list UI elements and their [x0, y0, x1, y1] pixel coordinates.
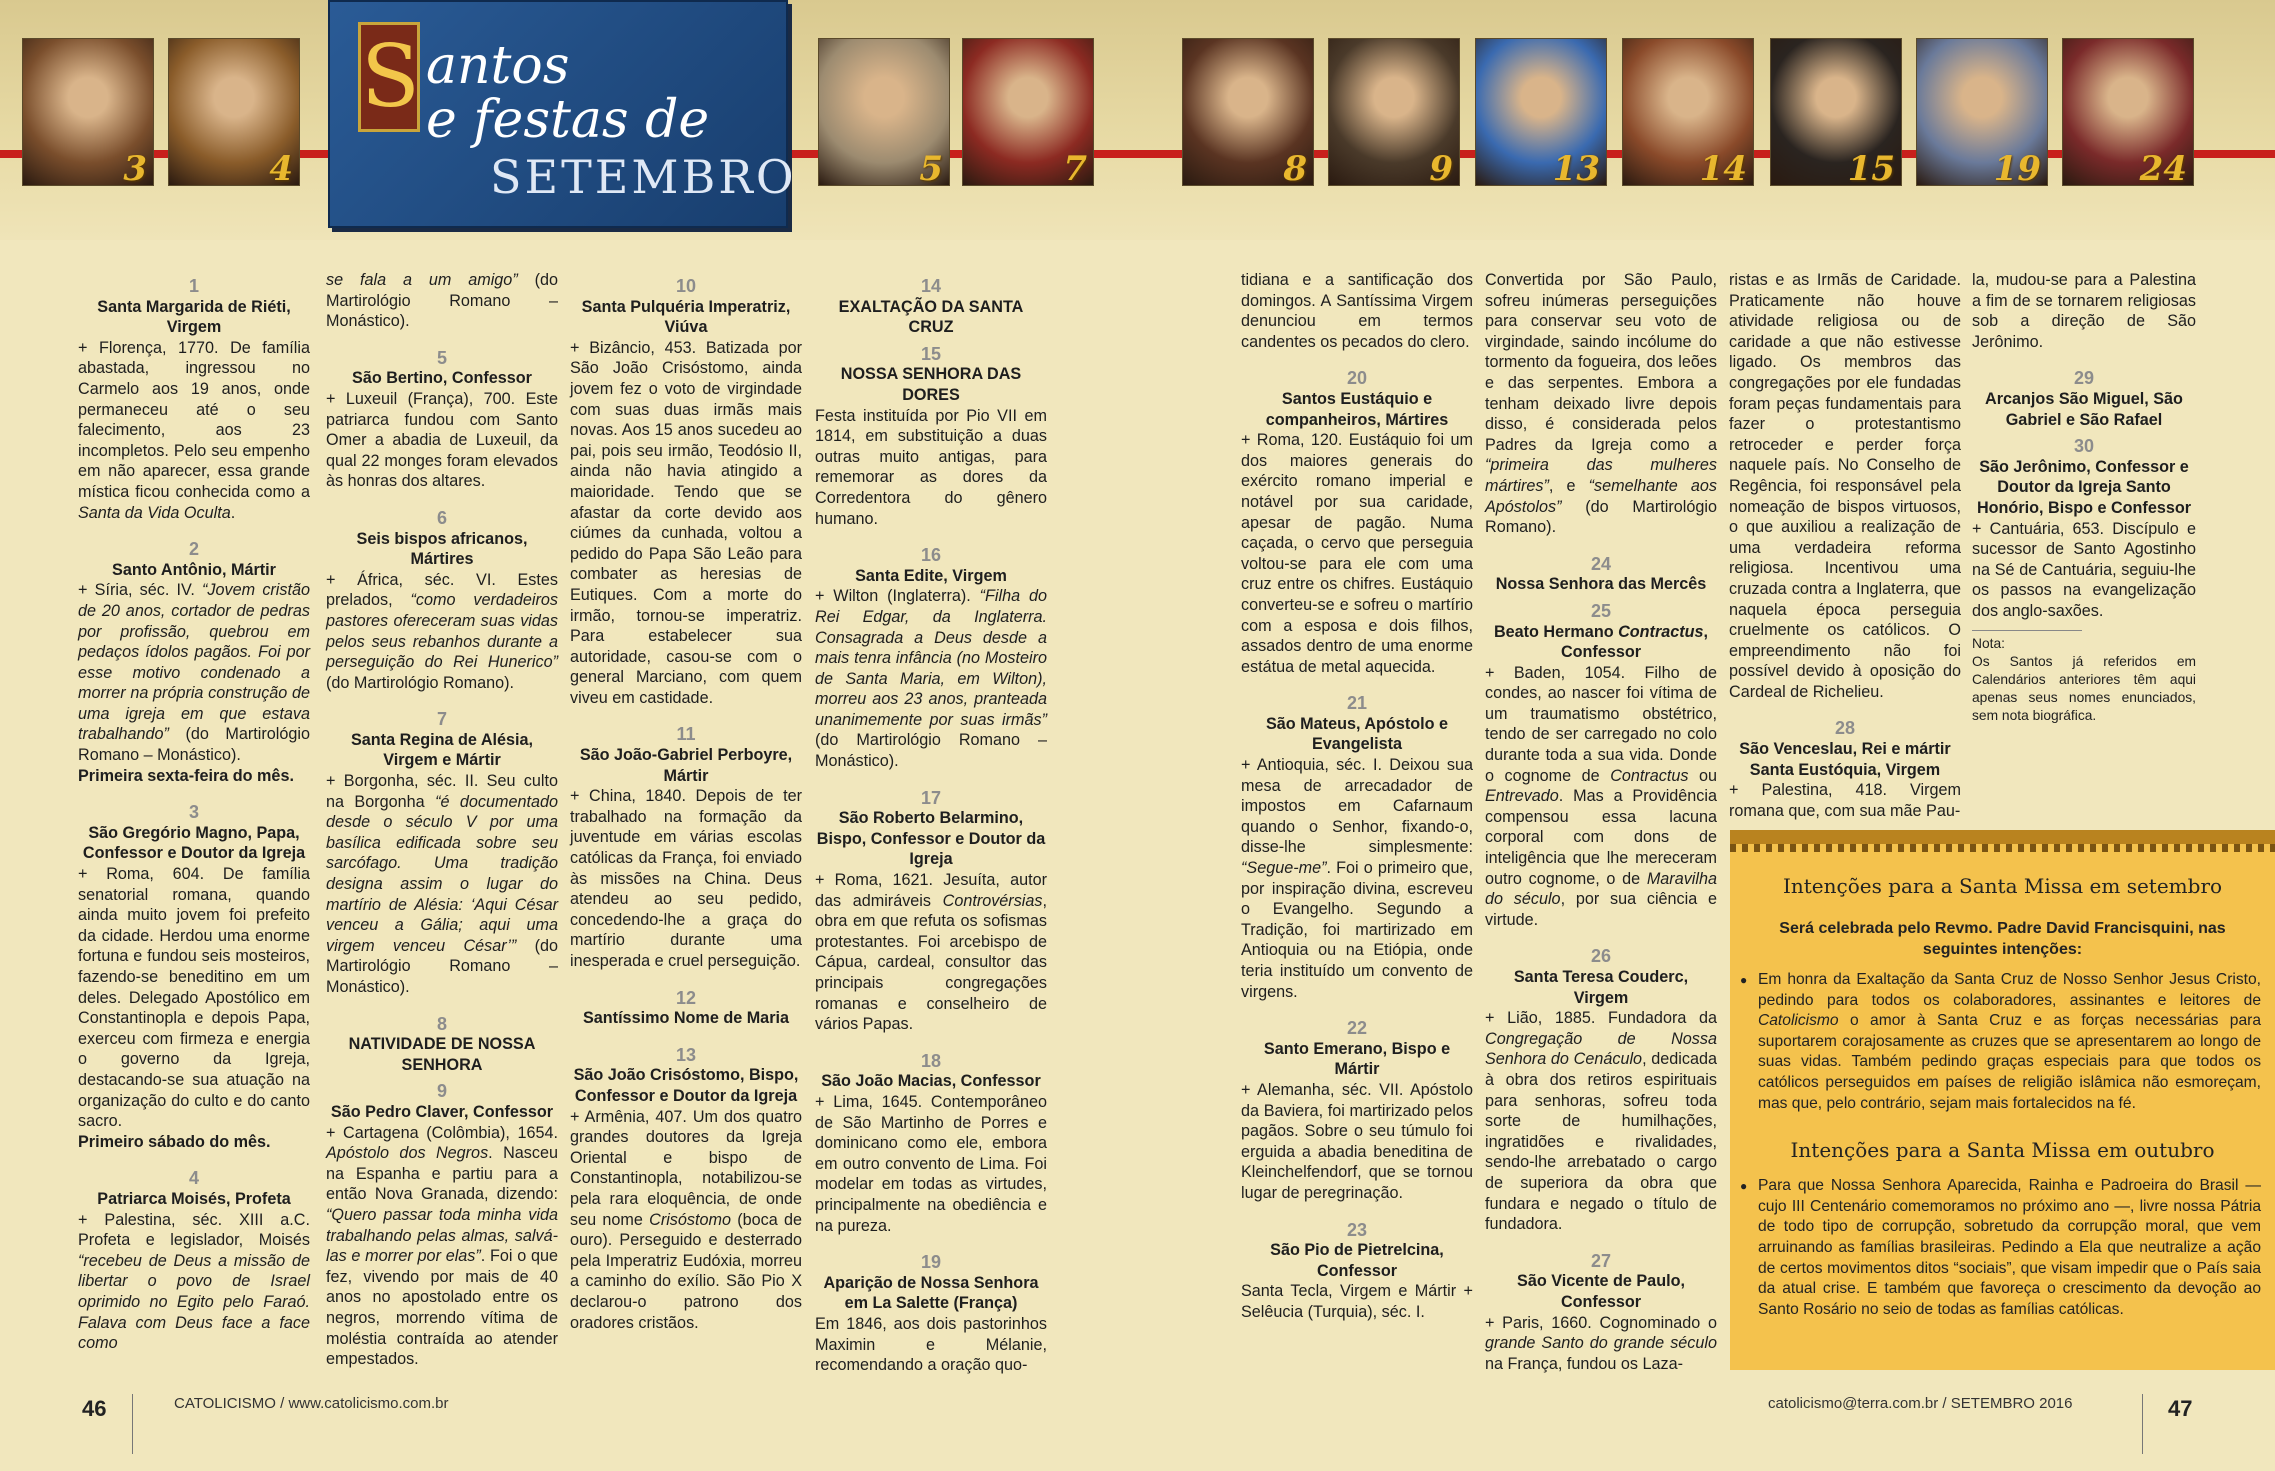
column-5 [1241, 270, 1473, 1323]
day-number: 14 [920, 276, 942, 296]
mercedes-image [2062, 38, 2194, 186]
saint-text: tidiana e a santificação dos domingos. A Santíssima Virgem denunciou em termos candentes os pecados do clero. [1241, 271, 1473, 351]
saint-heading: Arcanjos São Miguel, São Gabriel e São Rafael [1985, 389, 2183, 429]
saint-heading: Santo Antônio, Mártir [112, 560, 276, 579]
saint-heading: Santíssimo Nome de Maria [582, 1009, 789, 1028]
cross-image [1622, 38, 1754, 186]
icon-image [1475, 38, 1607, 186]
thumbnail-day-number: 13 [1552, 149, 1600, 186]
decorative-strip [1730, 844, 2275, 852]
statue-image [818, 38, 950, 186]
day-number: 12 [675, 987, 697, 1008]
saint-heading: São Roberto Belarmino, Bispo, Confessor e Doutor da Igreja [816, 809, 1046, 869]
saint-heading: São João-Gabriel Perboyre, Mártir [579, 746, 793, 785]
saint-text: + Wilton (Inglaterra). “Filha do Rei Edgar, da Inglaterra. Consagrada a Deus desde a mais tenra infância (no Mosteiro de Santa Maria, em Wilton), morreu aos 23 anos, pranteada unanimemente por suas irmãs” (do Martirológio Romano – Monástico). [815, 587, 1047, 771]
saint-text: + Antioquia, séc. I. Deixou sua mesa de arrecadador de impostos em Cafarnaum quando o Senhor, fixando-o, disse-lhe simplesmente: “Segue-me”. Foi o primeiro que, por inspiração divina, escreveu o Evangelho. Segundo a Tradição, foi martirizado em Antioquia ou na Etiópia, onde teria instituído um convento de virgens. [1241, 756, 1473, 1001]
column-4 [815, 270, 1047, 1376]
first-friday: Primeira sexta-feira do mês. [78, 766, 294, 785]
title-line-3: SETEMBRO [490, 150, 797, 204]
day-number: 10 [675, 276, 697, 296]
day-number: 11 [676, 724, 696, 745]
box-title-october: Intenções para a Santa Missa em outubro [1790, 1138, 2215, 1163]
note-label: Nota: [1972, 635, 2005, 651]
saint-text: Festa instituída por Pio VII em 1814, em substituição a duas outras muito antigas, para rememorar as dores da Corredentora do gênero humano. [815, 406, 1047, 528]
saint-heading: São Bertino, Confessor [352, 369, 532, 388]
saint-text: + Roma, 1621. Jesuíta, autor das admiráveis Controvérsias, obra em que refuta os sofismas protestantes. Foi arcebispo de Cápua, cardeal, consultor das principais congregações romanas e conselheiro de vários Papas. [815, 871, 1047, 1034]
day-number: 24 [1590, 553, 1612, 574]
saint-text: + Cantuária, 653. Discípulo e sucessor de Santo Agostinho na Sé de Cantuária, seguiu-lhe os passos na evangelização dos anglo-saxões. [1972, 519, 2196, 620]
thumbnail-day-number: 3 [123, 149, 147, 186]
note-divider [1972, 630, 2082, 631]
box-title-september: Intenções para a Santa Missa em setembro [1782, 874, 2223, 898]
day-number: 8 [436, 1013, 447, 1034]
saint-heading: São Pio de Pietrelcina, Confessor [1270, 1241, 1444, 1280]
footer-divider [2142, 1394, 2143, 1454]
day-number: 26 [1590, 946, 1612, 967]
footer-left-text: CATOLICISMO / www.catolicismo.com.br [174, 1395, 449, 1412]
moses-image [168, 38, 300, 186]
day-number: 28 [1834, 718, 1856, 739]
title-line-1: antos [426, 36, 570, 96]
saint-text: la, mudou-se para a Palestina a fim de se tornarem religiosas sob a direção de São Jerônimo. [1972, 271, 2196, 351]
mass-intentions-box [1730, 830, 2275, 1370]
day-number: 6 [436, 507, 447, 528]
saint-heading: Santa Margarida de Riéti, Virgem [97, 297, 291, 337]
saint-text: + Roma, 604. De família senatorial romana, quando ainda muito jovem foi prefeito da cidade. Herdou uma enorme fortuna e fundou seis mosteiros, fazendo-se beneditino em um deles. Delegado Apostólico em Constantinopla e depois Papa, exerceu com firmeza e energia o governo da Igreja, destacando-se sua atuação na organização do culto e do canto sacro. [78, 865, 310, 1131]
day-number: 22 [1346, 1018, 1368, 1039]
footer-divider [132, 1394, 133, 1454]
saint-heading: São Gregório Magno, Papa, Confessor e Doutor da Igreja [82, 823, 306, 863]
day-number: 21 [1346, 693, 1368, 714]
day-number: 20 [1346, 368, 1368, 389]
saint-text: se fala a um amigo” (do Martirológio Romano – Monástico). [326, 271, 558, 331]
saint-text: Em 1846, aos dois pastorinhos Maximin e Mélanie, recomendando a oração quo- [815, 1314, 1047, 1375]
saint-text: + Borgonha, séc. II. Seu culto na Borgonha “é documentado desde o século V por uma basílica edificada sobre seu sarcófago. Uma tradição designa assim o lugar do martírio de Alésia: ‘Aqui César venceu a Gália; aqui uma virgem venceu César’” (do Martirológio Romano – Monástico). [326, 772, 558, 996]
saint-text: Convertida por São Paulo, sofreu inúmeras perseguições para conservar seu voto de virgindade, saindo incólume do tormento da fogueira, dos leões e das serpentes. Embora a tenham deixado livre depois disso, é considerada pelos Padres da Igreja como a “primeira das mulheres mártires”, e “semelhante aos Apóstolos” (do Martirológio Romano). [1485, 271, 1717, 537]
footer-right-text: catolicismo@terra.com.br / SETEMBRO 2016 [1768, 1395, 2073, 1412]
saint-heading: NATIVIDADE DE NOSSA SENHORA [348, 1035, 536, 1074]
column-3 [570, 270, 802, 1333]
priest-image [1328, 38, 1460, 186]
saint-heading: Aparição de Nossa Senhora em La Salette (França) [823, 1273, 1039, 1313]
pope-image [22, 38, 154, 186]
thumbnail-day-number: 9 [1429, 149, 1453, 186]
intention-item: ● Em honra da Exaltação da Santa Cruz de Nosso Senhor Jesus Cristo, pedindo para todos os colaboradores, assinantes e leitores de Catolicismo o amor à Santa Cruz e as forças necessárias para suportarem corajosamente as cruzes que se apresentarem ao longo de suas vidas. Também pedindo graças especiais para que todos os católicos perseguidos em países de religião islâmica não esmoreçam, mas que, pelo contrário, sejam mais fortalecidos na fé. [1730, 970, 2275, 1114]
saint-heading: Patriarca Moisés, Profeta [97, 1189, 291, 1208]
saint-heading: Santa Pulquéria Imperatriz, Viúva [581, 297, 791, 337]
saint-heading: São Jerônimo, Confessor e Doutor da Igreja Santo Honório, Bispo e Confessor [1976, 457, 2192, 517]
column-8 [1972, 270, 2196, 725]
intentions-list-september [1730, 970, 2275, 1114]
saint-heading: São João Macias, Confessor [821, 1072, 1041, 1091]
thumbnail-day-number: 8 [1283, 149, 1307, 186]
saint-text: + Cartagena (Colômbia), 1654. Apóstolo dos Negros. Nasceu na Espanha e partiu para a então Nova Granada, dizendo: “Quero passar toda minha vida trabalhando pelas almas, salvá-las e morrer por elas”. Foi o que fez, vivendo por mais de 40 anos no apostolado entre os negros, morrendo vítima de moléstia contraída ao atender empestados. [326, 1123, 558, 1369]
saint-text: + Luxeuil (França), 700. Este patriarca fundou com Santo Omer a abadia de Luxeuil, da qual 22 monges foram elevados às honras dos altares. [326, 389, 558, 491]
saint-heading: EXALTAÇÃO DA SANTA CRUZ [838, 297, 1024, 337]
day-number: 23 [1346, 1219, 1368, 1240]
title-line-2: e festas de [426, 90, 710, 150]
thumbnail-day-number: 4 [269, 149, 293, 186]
day-number: 27 [1590, 1250, 1612, 1271]
saint-text: + África, séc. VI. Estes prelados, “como verdadeiros pastores ofereceram suas vidas pelos seus rebanhos durante a perseguição do Rei Hunerico” (do Martirológio Romano). [326, 570, 558, 692]
saint-heading: NOSSA SENHORA DAS DORES [840, 365, 1022, 404]
thumbnail-day-number: 14 [1699, 149, 1747, 186]
column-1 [78, 270, 310, 1354]
thumbnail-day-number: 7 [1063, 149, 1087, 186]
saint-text: + Florença, 1770. De família abastada, ingressou no Carmelo aos 19 anos, onde permaneceu até o seu falecimento, aos 23 incompletos. Pelo seu empenho em não aparecer, essa grande mística ficou conhecida como a Santa da Vida Oculta. [78, 338, 310, 522]
day-number: 25 [1590, 600, 1612, 621]
day-number: 1 [188, 276, 199, 296]
intention-item: ● Para que Nossa Senhora Aparecida, Rainha e Padroeira do Brasil — cujo III Centenário comemoramos no próximo ano —, livre nossa Pátria de todo tipo de corrupção, sobretudo da corrupção moral, que vem arruinando as famílias brasileiras. Pedindo a Ela que neutralize a ação de certos movimentos ditos “sociais”, que visam impedir que o País saia da atual crise. E também que favoreça o crescimento da devoção ao Santo Rosário no seio de todas as famílias católicas. [1730, 1176, 2275, 1320]
saint-text: ristas e as Irmãs de Caridade. Praticamente não houve atividade religiosa ou de caridade a que não estivesse ligado. Os membros das congregações por ele fundadas foram peças fundamentais para fazer o protestantismo retroceder e perder força naquele país. No Conselho de Regência, foi responsável pela nomeação de bispos virtuosos, o que auxiliou a realização de uma verdadeira reforma religiosa. Incentivou uma cruzada contra a Inglaterra, que naquela época perseguia cruelmente os católicos. O empreendimento não foi possível devido à oposição do Cardeal de Richelieu. [1729, 271, 1961, 701]
saint-heading: Santa Edite, Virgem [855, 566, 1007, 585]
thumbnail-day-number: 5 [919, 149, 943, 186]
day-number: 7 [436, 709, 447, 730]
saint-heading: Santa Teresa Couderc, Virgem [1513, 968, 1689, 1007]
saint-text: + Armênia, 407. Um dos quatro grandes doutores da Igreja Oriental e bispo de Constantinopla, notabilizou-se pela rara eloquência, de onde seu nome Crisóstomo (boca de ouro). Perseguido e desterrado pela Imperatriz Eudóxia, morreu a caminho do exílio. São Pio X declarou-o patrono dos oradores cristãos. [570, 1107, 803, 1332]
saint-text: + Lima, 1645. Contemporâneo de São Martinho de Porres e dominicano como ele, embora em outro convento de Lima. Foi modelar em todas as virtudes, principalmente na obediência e na pureza. [815, 1092, 1047, 1235]
saint-text: + Palestina, 418. Virgem romana que, com sua mãe Pau- [1729, 781, 1961, 820]
saint-text: Santa Tecla, Virgem e Mártir + Selêucia (Turquia), séc. I. [1241, 1282, 1473, 1321]
page-number-left: 46 [82, 1396, 107, 1421]
day-number: 17 [920, 787, 942, 808]
saint-text: + Roma, 120. Eustáquio foi um dos maiores generais do exército romano imperial e notável por sua caridade, apesar de pagão. Numa caçada, o cervo que perseguia voltou-se para ele com uma cruz entre os chifres. Eustáquio converteu-se e sofreu o martírio com a esposa e dois filhos, assados dentro de uma enorme estátua de metal aquecida. [1241, 431, 1473, 676]
saint-text: + Palestina, séc. XIII a.C. Profeta e legislador, Moisés “recebeu de Deus a missão de libertar o povo de Israel oprimido no Egito pelo Faraó. Falava com Deus face a face como [78, 1210, 310, 1353]
saint-heading: São João Crisóstomo, Bispo, Confessor e Doutor da Igreja [573, 1066, 799, 1105]
saint-heading: São Venceslau, Rei e mártir Santa Eustóquia, Virgem [1739, 740, 1951, 779]
saint-text: + Lião, 1885. Fundadora da Congregação de Nossa Senhora do Cenáculo, dedicada à obra dos retiros espirituais para senhoras, sofreu toda sorte de humilhações, ingratidões e rivalidades, sendo-lhe arrebatado o cargo de superiora da obra que fundara e negado o título de fundadora. [1485, 1009, 1717, 1234]
day-number: 3 [188, 802, 199, 823]
column-6 [1485, 270, 1717, 1374]
page-number-right: 47 [2168, 1396, 2193, 1421]
illuminated-dropcap: S [358, 22, 420, 132]
saint-heading: São Mateus, Apóstolo e Evangelista [1266, 714, 1448, 754]
saint-text: + Síria, séc. IV. “Jovem cristão de 20 anos, cortador de pedras por profissão, quebrou em pedaços ídolos pagãos. Foi por esse motivo condenado a morrer na própria construção de uma igreja em que estava trabalhando” (do Martirológio Romano – Monástico). [78, 581, 310, 765]
saint-text: + Bizâncio, 453. Batizada por São João Crisóstomo, ainda jovem fez o voto de virgindade com suas duas irmãs mais novas. Aos 15 anos sucedeu ao pai, pois seu irmão, Teodósio II, ainda não havia atingido a maioridade. Tendo que se afastar da corte devido aos ciúmes da cunhada, voltou a pedido do Papa São Leão para combater as heresias de Eutiques. Com a morte do irmão, tornou-se imperatriz. Para estabelecer sua autoridade, casou-se com o general Marciano, com quem viveu em castidade. [570, 338, 802, 707]
first-saturday: Primeiro sábado do mês. [78, 1132, 271, 1151]
saint-text: + Baden, 1054. Filho de condes, ao nascer foi vítima de um traumatismo obstétrico, tendo de ser carregado no colo durante toda a sua vida. Donde o cognome de Contractus ou Entrevado. Mas a Providência compensou essa lacuna corporal com dons de inteligência que lhe mereceram outro cognome, o de Maravilha do século, por sua ciência e virtude. [1485, 663, 1717, 929]
saint-image [962, 38, 1094, 186]
title-box [328, 0, 797, 228]
column-2 [326, 270, 558, 1370]
dolorosa-image [1770, 38, 1902, 186]
day-number: 13 [675, 1044, 697, 1065]
intentions-list-october [1730, 1176, 2275, 1320]
day-number: 5 [436, 347, 447, 368]
saint-heading: Santo Emerano, Bispo e Mártir [1263, 1039, 1451, 1079]
day-number: 18 [920, 1050, 942, 1071]
saint-heading: Santos Eustáquio e companheiros, Mártires [1265, 389, 1449, 429]
thumbnail-day-number: 24 [2139, 149, 2187, 186]
saint-heading: Beato Hermano Contractus, Confessor [1493, 622, 1709, 662]
day-number: 30 [2073, 436, 2095, 457]
saint-heading: Seis bispos africanos, Mártires [356, 529, 528, 569]
day-number: 2 [188, 539, 199, 560]
day-number: 9 [436, 1081, 447, 1102]
day-number: 19 [920, 1252, 942, 1273]
saint-heading: São Vicente de Paulo, Confessor [1517, 1272, 1685, 1311]
thumbnail-day-number: 19 [1993, 149, 2041, 186]
day-number: 4 [188, 1168, 199, 1189]
note-text: Os Santos já referidos em Calendários anteriores têm aqui apenas seus nomes enunciados, sem nota biográfica. [1972, 653, 2196, 723]
lasalette-image [1916, 38, 2048, 186]
saint-heading: Nossa Senhora das Mercês [1495, 575, 1707, 594]
column-7 [1729, 270, 1961, 821]
saint-text: + Paris, 1660. Cognominado o grande Santo do grande século na França, fundou os Laza- [1485, 1313, 1717, 1373]
day-number: 16 [920, 545, 942, 566]
saint-heading: São Pedro Claver, Confessor [330, 1102, 554, 1121]
saint-text: + China, 1840. Depois de ter trabalhado na formação da juventude em várias escolas católicas da França, foi enviado às missões na China. Deus atendeu ao seu pedido, concedendo-lhe a graça do martírio durante uma inesperada e cruel perseguição. [570, 787, 802, 970]
thumbnail-day-number: 15 [1847, 149, 1895, 186]
nativity-image [1182, 38, 1314, 186]
saint-heading: Santa Regina de Alésia, Virgem e Mártir [350, 730, 534, 770]
day-number: 29 [2073, 368, 2095, 389]
saint-text: + Alemanha, séc. VII. Apóstolo da Baviera, foi martirizado pelos pagãos. Sobre o seu túmulo foi erguida a abadia beneditina de Kleinchelfendorf, que se tornou lugar de peregrinação. [1241, 1080, 1473, 1202]
day-number: 15 [920, 343, 942, 364]
box-subtitle: Será celebrada pelo Revmo. Padre David Francisquini, nas seguintes intenções: [1779, 920, 2226, 958]
